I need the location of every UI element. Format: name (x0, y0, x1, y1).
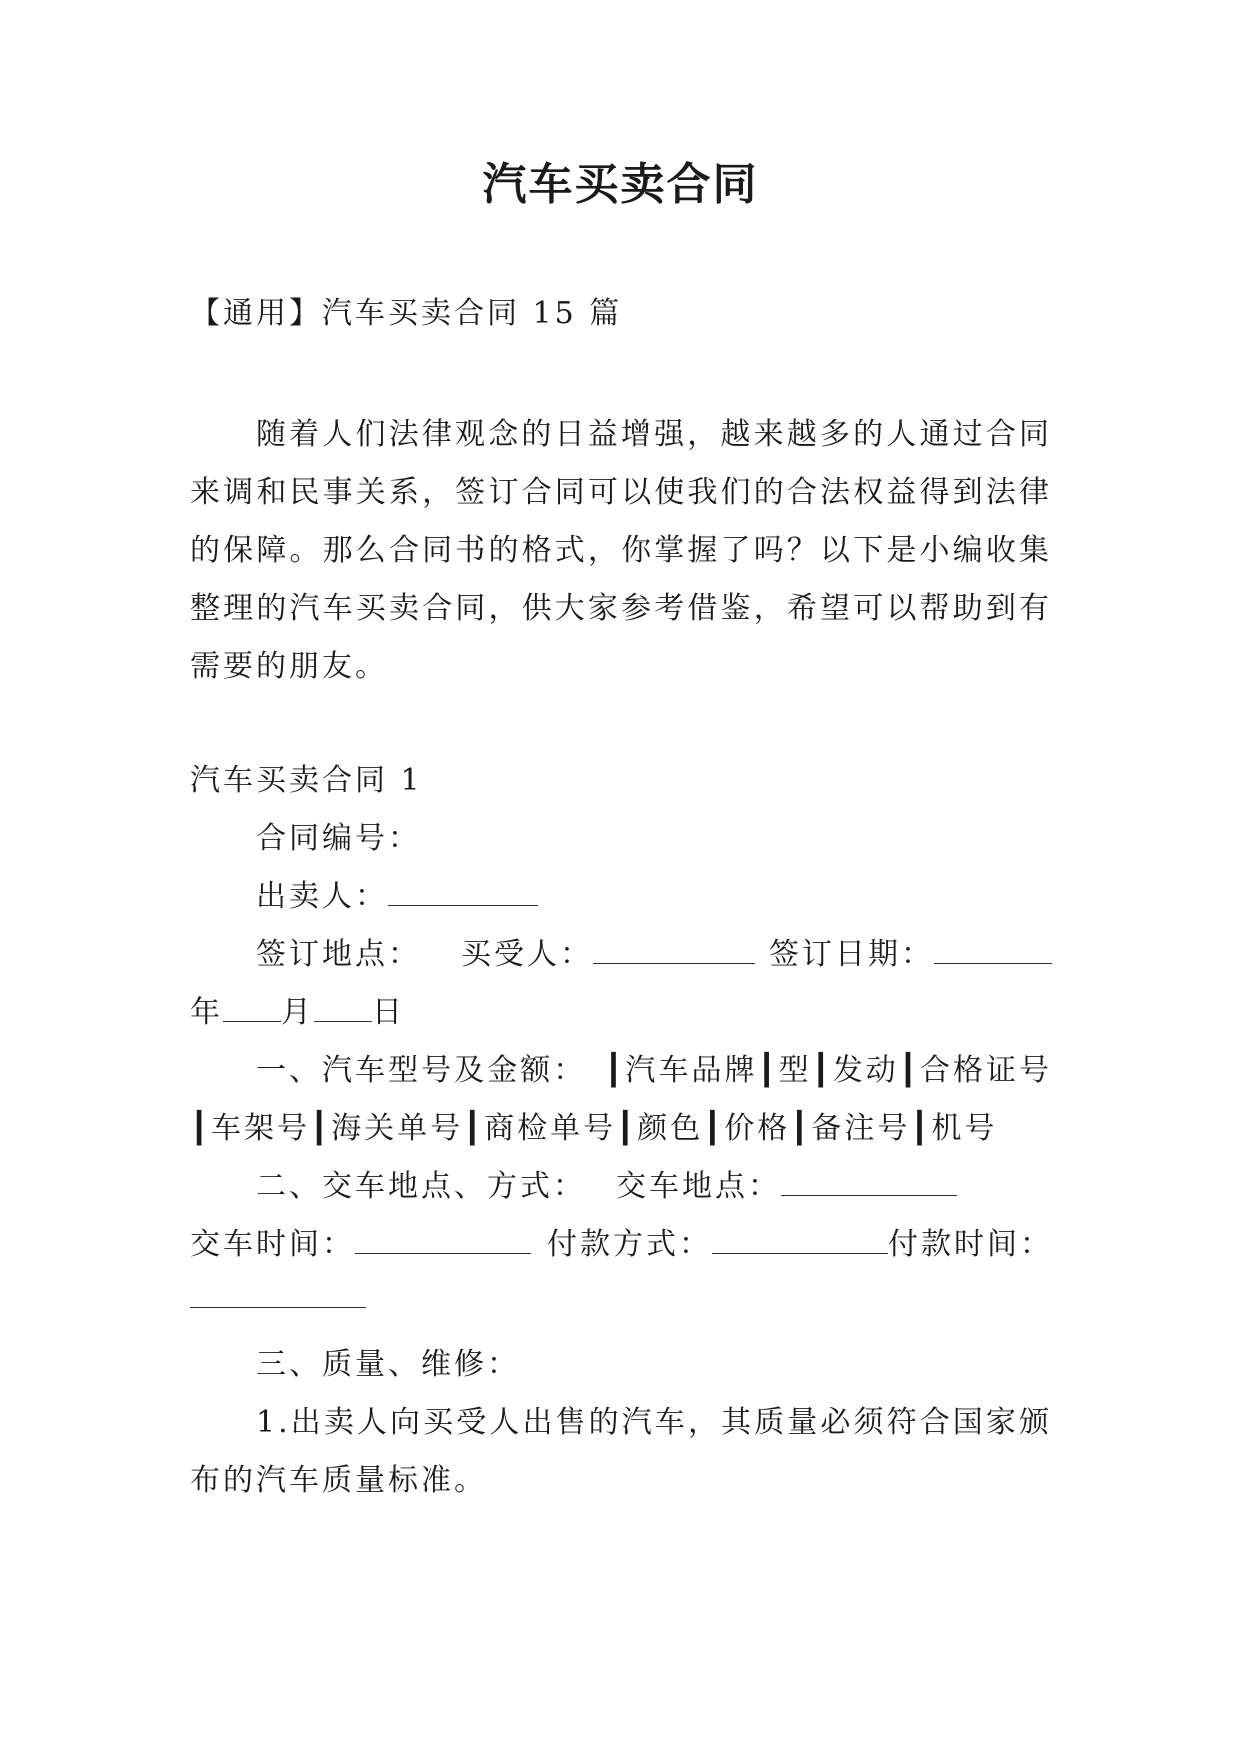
delivery-time-label: 交车时间： (190, 1227, 355, 1262)
section-heading: 汽车买卖合同 1 (190, 763, 423, 798)
contract-number-line (190, 810, 1052, 868)
sign-place-label: 签订地点： (256, 937, 421, 972)
delivery-place-label: 交车地点： (616, 1169, 781, 1204)
payment-method-label: 付款方式： (547, 1227, 712, 1262)
sign-place-line (190, 926, 1052, 984)
year-label: 年 (190, 995, 223, 1030)
clause-2-label: 二、交车地点、方式： (256, 1169, 586, 1204)
clause-3-item-1: 1.出卖人向买受人出售的汽车，其质量必须符合国家颁布的汽车质量标准。 (190, 1405, 1052, 1498)
intro-paragraph: 随着人们法律观念的日益增强，越来越多的人通过合同来调和民事关系，签订合同可以使我们的合法权益得到法律的保障。那么合同书的格式，你掌握了吗？以下是小编收集整理的汽车买卖合同，供大家参考借鉴，希望可以帮助到有需要的朋友。 (190, 417, 1052, 684)
clause-2-line-2 (190, 1216, 1052, 1274)
month-label: 月 (281, 995, 314, 1030)
date-line (190, 984, 1052, 1042)
document-subtitle: 【通用】汽车买卖合同 15 篇 (190, 296, 623, 331)
seller-line (190, 868, 1052, 926)
delivery-time-blank[interactable] (355, 1223, 531, 1254)
seller-blank[interactable] (388, 875, 538, 906)
clause-1: 一、汽车型号及金额： ┃汽车品牌┃型┃发动┃合格证号┃车架号┃海关单号┃商检单号┃颜色┃价格┃备注号┃机号 (190, 1053, 1052, 1146)
month-blank[interactable] (223, 991, 281, 1022)
buyer-label: 买受人： (461, 937, 593, 972)
clause-3: 三、质量、维修： (256, 1347, 520, 1382)
day-blank[interactable] (314, 991, 372, 1022)
sign-date-label: 签订日期： (769, 937, 934, 972)
delivery-place-blank[interactable] (781, 1165, 957, 1196)
clause-2-line-1 (190, 1158, 1052, 1216)
day-label: 日 (372, 995, 405, 1030)
payment-time-blank[interactable] (190, 1277, 366, 1308)
contract-section-1 (190, 752, 1052, 1510)
clause-2-line-3 (190, 1274, 1052, 1324)
seller-label: 出卖人： (256, 879, 388, 914)
payment-time-label: 付款时间： (888, 1227, 1053, 1262)
buyer-blank[interactable] (593, 933, 755, 964)
document-title: 汽车买卖合同 (482, 159, 759, 210)
payment-method-blank[interactable] (712, 1223, 888, 1254)
contract-number-label: 合同编号： (256, 821, 421, 856)
sign-date-blank[interactable] (934, 933, 1052, 964)
